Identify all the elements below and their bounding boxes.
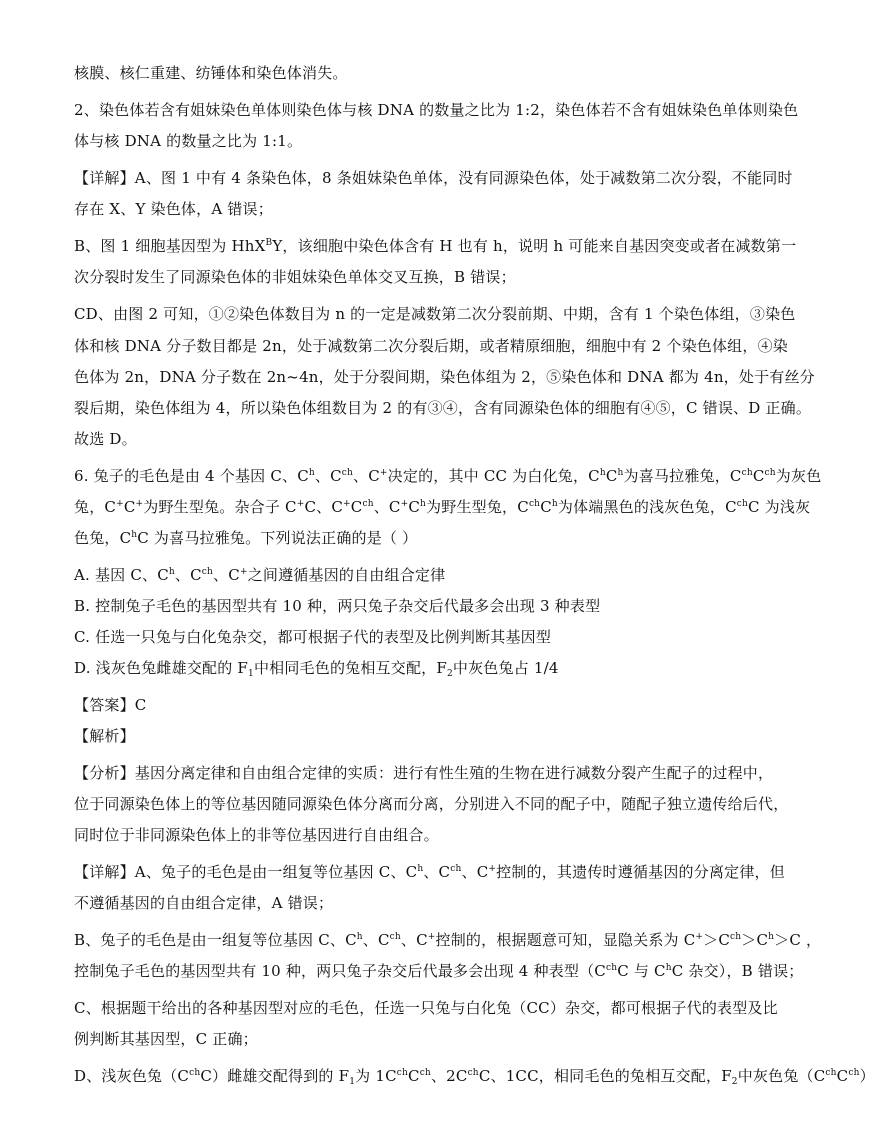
superscript: ch [741, 468, 753, 478]
text-segment: 、2C [430, 1067, 468, 1085]
superscript: ch [450, 864, 462, 874]
text-segment: 中相同毛色的兔相互交配，F [253, 659, 447, 677]
text-line [74, 100, 799, 120]
text-segment: 中灰色兔占 1/4 [452, 659, 559, 677]
text-line [74, 596, 728, 616]
text-segment: 、C [174, 566, 202, 584]
superscript: h [768, 932, 775, 942]
text-segment: C [408, 1067, 420, 1085]
text-segment: 、C [400, 931, 428, 949]
text-segment: 次分裂时发生了同源染色体的非姐妹染色单体交叉互换，B 错误； [74, 268, 516, 286]
superscript: ch [605, 963, 618, 973]
superscript: B [265, 238, 273, 248]
text-segment: 核膜、核仁重建、纺锤体和染色体消失。 [74, 64, 348, 82]
superscript: ch [736, 499, 749, 509]
subscript: 2 [446, 669, 453, 679]
text-line [74, 565, 728, 585]
text-segment: 【详解】A、图 1 中有 4 条染色体，8 条姐妹染色单体，没有同源染色体，处于减数第二次分裂，不能同时 [74, 169, 793, 187]
text-segment: 控制兔子毛色的基因型共有 10 种，两只兔子杂交后代最多会出现 4 种表型（C [74, 962, 606, 980]
superscript: ch [189, 1068, 201, 1078]
text-segment: C. 任选一只兔与白化兔杂交，都可根据子代的表型及比例判断其基因型 [74, 628, 552, 646]
text-segment: 例判断其基因型，C 正确； [74, 1030, 258, 1048]
superscript: h [617, 468, 624, 478]
text-line [74, 658, 728, 678]
text-segment: C、C [304, 498, 344, 516]
text-segment: 、C [423, 863, 451, 881]
text-line [74, 627, 728, 647]
text-segment: C 杂交），B 错误； [671, 962, 804, 980]
text-segment: CD、由图 2 可知，①②染色体数目为 n 的一定是减数第二次分裂前期、中期，含有 1 个染色体组，③染色 [74, 305, 796, 323]
text-segment: 、C [314, 467, 342, 485]
text-segment: 色体为 2n，DNA 分子数在 2n~4n，处于分裂间期，染色体组为 2，⑤染色体和 DNA 都为 4n，处于有丝分 [74, 368, 815, 386]
superscript: + [427, 932, 436, 942]
superscript: h [356, 932, 363, 942]
text-segment: 【解析】 [74, 727, 135, 745]
text-line [74, 367, 815, 387]
text-segment: D、浅灰色兔（C [74, 1067, 190, 1085]
text-line [74, 131, 728, 151]
text-segment: C [408, 498, 421, 516]
text-line [74, 930, 822, 950]
superscript: + [239, 567, 248, 577]
text-segment: C 与 C [617, 962, 666, 980]
text-segment: 存在 X、Y 染色体，A 错误； [74, 200, 273, 218]
text-line [74, 695, 728, 715]
subscript: 1 [248, 669, 254, 679]
text-line [74, 398, 812, 418]
text-segment: 6. 兔子的毛色是由 4 个基因 C、C [74, 467, 309, 485]
text-line [74, 199, 728, 219]
text-segment: 体与核 DNA 的数量之比为 1:1。 [74, 132, 303, 150]
text-segment: C [752, 467, 765, 485]
superscript: ch [730, 932, 742, 942]
text-segment: C [540, 498, 552, 516]
superscript: h [168, 567, 175, 577]
text-segment: Y，该细胞中染色体含有 H 也有 h，说明 h 可能来自基因突变或者在减数第一 [272, 237, 797, 255]
superscript: ch [389, 932, 401, 942]
superscript: + [296, 499, 305, 509]
text-line [74, 825, 728, 845]
text-segment: 为喜马拉雅兔，C [623, 467, 742, 485]
text-segment: 中灰色兔（C [737, 1067, 826, 1085]
text-segment: ） [859, 1067, 875, 1085]
superscript: ch [341, 468, 354, 478]
superscript: h [599, 468, 606, 478]
text-segment: 为野生型兔。杂合子 C [143, 498, 297, 516]
text-segment: 兔，C [74, 498, 117, 516]
superscript: + [695, 932, 704, 942]
text-segment: C 为喜马拉雅兔。下列说法正确的是（ ） [137, 529, 418, 547]
text-segment: 、C [353, 467, 380, 485]
text-line [74, 429, 728, 449]
text-segment: C [123, 498, 136, 516]
superscript: h [417, 864, 424, 874]
superscript: + [488, 864, 497, 874]
text-segment: A. 基因 C、C [74, 566, 169, 584]
text-segment: 同时位于非同源染色体上的非等位基因进行自由组合。 [74, 826, 439, 844]
text-line [74, 763, 774, 783]
text-segment: C、根据题干给出的各种基因型对应的毛色，任选一只兔与白化兔（CC）杂交，都可根据子代的表型及比 [74, 999, 778, 1017]
text-segment: 【分析】基因分离定律和自由组合定律的实质：进行有性生殖的生物在进行减数分裂产生配子的过程中， [74, 764, 774, 782]
text-segment: ＞C ， [774, 931, 822, 949]
superscript: ch [528, 499, 541, 509]
text-segment: 为野生型兔，C [426, 498, 529, 516]
text-segment: B、图 1 细胞基因型为 HhX [74, 237, 266, 255]
superscript: h [665, 963, 672, 973]
superscript: h [131, 530, 138, 540]
text-line [74, 336, 788, 356]
text-segment: B、兔子的毛色是由一组复等位基因 C、C [74, 931, 357, 949]
superscript: h [420, 499, 427, 509]
subscript: 2 [731, 1077, 738, 1087]
text-segment: 、C [461, 863, 489, 881]
text-segment: 、C [373, 498, 401, 516]
superscript: ch [467, 1068, 479, 1078]
text-line [74, 794, 789, 814]
text-line [74, 466, 822, 486]
text-segment: 位于同源染色体上的等位基因随同源染色体分离而分离，分别进入不同的配子中，随配子独立遗传给后代， [74, 795, 789, 813]
subscript: 1 [349, 1077, 356, 1087]
superscript: h [308, 468, 315, 478]
text-segment: ＞C [741, 931, 769, 949]
superscript: ch [396, 1068, 408, 1078]
text-segment: C 为浅灰 [748, 498, 811, 516]
text-segment: B. 控制兔子毛色的基因型共有 10 种，两只兔子杂交后代最多会出现 3 种表型 [74, 597, 601, 615]
superscript: + [379, 468, 388, 478]
text-segment: C [605, 467, 618, 485]
superscript: + [400, 499, 409, 509]
text-segment: 、C [213, 566, 240, 584]
text-segment: 为 1C [355, 1067, 397, 1085]
text-segment: 裂后期，染色体组为 4，所以染色体组数目为 2 的有③④，含有同源染色体的细胞有④⑤，C 错误、D 正确。 [74, 399, 812, 417]
text-line [74, 528, 728, 548]
text-segment: D. 浅灰色兔雌雄交配的 F [74, 659, 249, 677]
text-segment: 之间遵循基因的自由组合定律 [247, 566, 446, 584]
text-line [74, 236, 797, 256]
text-line [74, 168, 793, 188]
text-segment: 体和核 DNA 分子数目都是 2n，处于减数第二次分裂后期，或者精原细胞，细胞中有 2 个染色体组，④染 [74, 337, 788, 355]
text-line [74, 497, 811, 517]
text-segment: 控制的，其遗传时遵循基因的分离定律，但 [496, 863, 785, 881]
text-segment: 不遵循基因的自由组合定律，A 错误； [74, 894, 334, 912]
superscript: + [343, 499, 351, 509]
text-segment: 故选 D。 [74, 430, 137, 448]
text-segment: 控制的，根据题意可知，显隐关系为 C [435, 931, 696, 949]
text-segment: 【详解】A、兔子的毛色是由一组复等位基因 C、C [74, 863, 418, 881]
superscript: ch [825, 1068, 837, 1078]
text-segment: C、1CC，相同毛色的兔相互交配，F [478, 1067, 732, 1085]
text-segment: C）雌雄交配得到的 F [200, 1067, 350, 1085]
superscript: h [551, 499, 558, 509]
text-segment: ＞C [703, 931, 731, 949]
text-segment: 为灰色 [775, 467, 822, 485]
superscript: ch [201, 567, 214, 577]
superscript: ch [362, 499, 374, 509]
superscript: + [135, 499, 144, 509]
text-segment: 、C [362, 931, 390, 949]
superscript: ch [419, 1068, 431, 1078]
text-line [74, 998, 778, 1018]
text-line [74, 1029, 728, 1049]
text-segment: 【答案】C [74, 696, 147, 714]
superscript: ch [848, 1068, 860, 1078]
text-line [74, 267, 728, 287]
text-line [74, 304, 796, 324]
text-line [74, 893, 728, 913]
text-segment: 2、染色体若含有姐妹染色单体则染色体与核 DNA 的数量之比为 1:2，染色体若不含有姐妹染色单体则染色 [74, 101, 799, 119]
superscript: + [116, 499, 124, 509]
text-line [74, 726, 728, 746]
text-line [74, 1066, 875, 1087]
text-segment: C [836, 1067, 849, 1085]
text-segment: 决定的，其中 CC 为白化兔，C [387, 467, 600, 485]
text-line [74, 862, 785, 882]
text-segment: 色兔，C [74, 529, 132, 547]
text-line [74, 961, 804, 981]
superscript: ch [764, 468, 776, 478]
text-segment: C [350, 498, 363, 516]
text-line [74, 63, 728, 83]
text-segment: 为体端黑色的浅灰色兔，C [557, 498, 737, 516]
